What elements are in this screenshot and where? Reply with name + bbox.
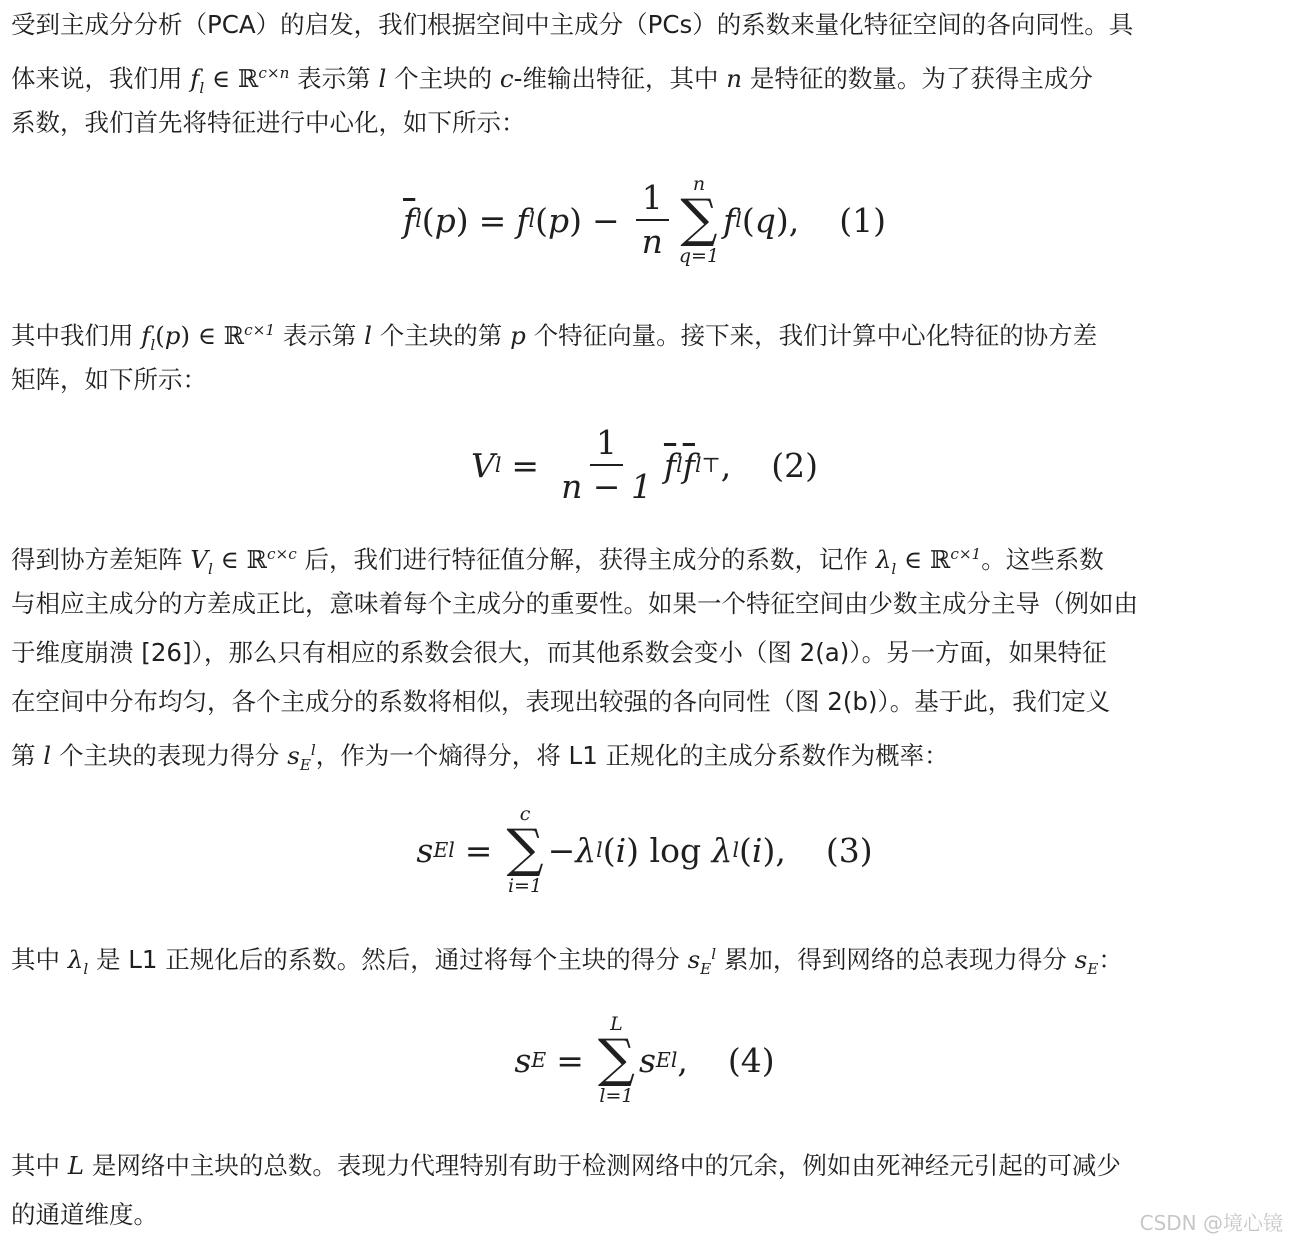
sum-lower-limit: q=1: [678, 244, 720, 267]
math-denominator: n: [641, 222, 663, 261]
text-span: 第: [11, 741, 44, 771]
text-span: 。这些系数: [981, 545, 1104, 575]
math-sub-l: l: [891, 560, 897, 579]
math-sup-l: l: [448, 838, 455, 862]
math-comma: ,: [720, 445, 732, 485]
math-f: f: [516, 200, 529, 240]
math-f: f: [723, 200, 736, 240]
text-span: 累加，得到网络的总表现力得分: [723, 945, 1075, 975]
math-l: l: [378, 64, 387, 94]
sum-upper-limit: c: [519, 802, 531, 825]
math-summation: [598, 1013, 635, 1108]
equation-2: [0, 415, 1289, 515]
text-span: 是网络中主块的总数。表现力代理特别有助于检测网络中的冗余，例如由死神经元引起的可减少: [91, 1151, 1121, 1180]
text-span: 体来说，我们用: [11, 64, 191, 94]
math-sub-E: E: [433, 838, 449, 862]
math-in: ∈: [212, 64, 231, 94]
text-span: 是特征的数量。为了获得主成分: [749, 64, 1093, 94]
text-line: 的通道维度。: [11, 1200, 158, 1229]
text-span: 得到协方差矩阵: [11, 545, 191, 575]
math-lambda: λ: [575, 830, 597, 870]
paragraph-1: [11, 0, 1289, 147]
math-s: s: [1074, 945, 1088, 975]
math-reals: ℝ: [246, 545, 267, 575]
text-line: 于维度崩溃 [26]），那么只有相应的系数会很大，而其他系数会变小（图 2(a)）。另一方面，如果特征: [11, 638, 1107, 667]
math-s: s: [638, 1040, 656, 1080]
math-sub-l: l: [415, 208, 422, 232]
math-n: n: [726, 64, 743, 94]
math-sub-l: l: [694, 453, 702, 477]
math-minus: −: [547, 830, 576, 870]
text-span: 是 L1 正规化后的系数。然后，通过将每个主块的得分: [95, 945, 688, 975]
math-numerator: 1: [590, 424, 623, 466]
math-lambda: λ: [711, 830, 733, 870]
math-fraction: [636, 179, 669, 261]
text-span: 个主块的表现力得分: [58, 741, 288, 771]
text-span: 个特征向量。接下来，我们计算中心化特征的协方差: [533, 321, 1098, 351]
math-paren: ): [180, 321, 191, 351]
math-s: s: [416, 830, 434, 870]
math-i: i: [615, 830, 627, 870]
math-sub-l: l: [528, 208, 536, 232]
equation-4: [0, 1010, 1289, 1110]
math-equals: =: [464, 830, 493, 870]
math-sub-l: l: [494, 453, 502, 477]
math-sub-l: l: [596, 838, 603, 862]
watermark: CSDN @境心镜: [1139, 1211, 1283, 1235]
equation-number: (2): [771, 445, 818, 485]
paragraph-2: [11, 306, 1289, 404]
text-span: 其中我们用: [11, 321, 142, 351]
text-line: 受到主成分分析（PCA）的启发，我们根据空间中主成分（PCs）的系数来量化特征空间的各向同性。具: [11, 10, 1134, 39]
math-l: l: [364, 321, 372, 351]
sum-symbol: ∑: [506, 819, 544, 880]
math-paren: (: [155, 321, 165, 351]
math-s: s: [514, 1040, 532, 1080]
math-sup-l: l: [310, 741, 316, 759]
math-sub-l: l: [732, 838, 740, 862]
math-sub-l: l: [676, 453, 683, 477]
text-line: 矩阵，如下所示：: [11, 365, 207, 394]
math-comma: ,: [775, 830, 786, 870]
math-sup: c×n: [258, 64, 290, 82]
equation-1: [0, 170, 1289, 270]
math-paren: (: [739, 830, 752, 870]
paragraph-4: [11, 930, 1289, 979]
math-paren: ): [775, 200, 789, 240]
text-span: 其中: [11, 945, 68, 975]
math-sub-l: l: [150, 336, 156, 355]
math-lambda: λ: [875, 545, 892, 575]
math-p: p: [547, 200, 570, 240]
math-sup: c×1: [244, 321, 276, 339]
math-sub-E: E: [299, 756, 311, 775]
text-span: 其中: [11, 1151, 68, 1180]
math-sub-l: l: [83, 960, 89, 979]
math-p: p: [164, 321, 181, 351]
text-span: ，作为一个熵得分，将 L1 正规化的主成分系数作为概率：: [315, 741, 949, 771]
math-reals: ℝ: [929, 545, 951, 575]
text-span: -维输出特征，其中: [513, 64, 727, 94]
math-paren: ): [762, 830, 776, 870]
sum-lower-limit: l=1: [599, 1084, 634, 1107]
paragraph-5: [11, 1141, 1289, 1239]
math-paren: (: [421, 200, 435, 240]
text-span: 后，我们进行特征值分解，获得主成分的系数，记作: [304, 545, 876, 575]
math-sup-l: l: [711, 945, 717, 963]
math-reals: ℝ: [237, 64, 259, 94]
text-span: 个主块的: [394, 64, 500, 94]
math-sub-E: E: [531, 1048, 547, 1072]
paragraph-3: [11, 530, 1289, 775]
math-paren: ): [569, 200, 582, 240]
equation-number: (4): [727, 1040, 775, 1080]
text-line: [11, 49, 1289, 98]
math-paren: (: [741, 200, 755, 240]
math-c: c: [499, 64, 514, 94]
math-s: s: [687, 945, 701, 975]
math-equals: =: [556, 1040, 584, 1080]
equation-number: (1): [839, 200, 886, 240]
sum-upper-limit: n: [692, 172, 706, 195]
math-sub-l: l: [199, 79, 205, 98]
math-p: p: [434, 200, 456, 240]
equation-3: [0, 800, 1289, 900]
sum-symbol: ∑: [680, 189, 718, 250]
math-equals: =: [478, 200, 507, 240]
text-span: 个主块的第: [379, 321, 511, 351]
math-lambda: λ: [67, 945, 84, 975]
math-sup: c×1: [950, 545, 982, 563]
text-span: 表示第: [282, 321, 365, 351]
math-l: l: [43, 741, 52, 771]
math-in: ∈: [220, 545, 239, 575]
text-line: [11, 726, 1289, 775]
math-paren: (: [602, 830, 616, 870]
sum-lower-limit: i=1: [507, 874, 543, 897]
text-line: [11, 1141, 1289, 1190]
math-paren: (: [535, 200, 548, 240]
math-minus: −: [591, 200, 620, 240]
sum-upper-limit: L: [610, 1012, 623, 1035]
math-paren: ): [455, 200, 469, 240]
math-f: f: [141, 321, 151, 351]
math-f: f: [190, 64, 200, 94]
math-fraction: [555, 424, 658, 506]
math-sub-E: E: [1087, 960, 1099, 979]
text-line: 与相应主成分的方差成正比，意味着每个主成分的重要性。如果一个特征空间由少数主成分主导（例如由: [11, 589, 1138, 618]
math-sub-E: E: [700, 960, 712, 979]
math-summation: [506, 803, 543, 898]
math-q: q: [754, 200, 776, 240]
text-line: [11, 530, 1289, 579]
text-line: [11, 930, 1289, 979]
math-f-bar: $\overline{f}$: [682, 445, 695, 485]
math-p: p: [510, 321, 526, 351]
equation-number: (3): [825, 830, 873, 870]
math-paren: ): [626, 830, 640, 870]
math-in: ∈: [904, 545, 923, 575]
math-equals: =: [511, 445, 540, 485]
text-span: ：: [1098, 945, 1123, 975]
math-denominator: n − 1: [561, 467, 652, 506]
math-sub-l: l: [735, 208, 742, 232]
text-line: 在空间中分布均匀，各个主成分的系数将相似，表现出较强的各向同性（图 2(b)）。基于此，我们定义: [11, 687, 1111, 716]
math-sup-l: l: [670, 1048, 678, 1072]
math-comma: ,: [788, 200, 800, 240]
math-transpose: ⊤: [701, 453, 721, 477]
math-numerator: 1: [636, 179, 669, 221]
text-line: [11, 306, 1289, 355]
sum-symbol: ∑: [597, 1029, 635, 1090]
math-L: L: [67, 1151, 85, 1180]
math-V: V: [190, 545, 208, 575]
text-line: 系数，我们首先将特征进行中心化，如下所示：: [11, 108, 526, 137]
math-V: V: [471, 445, 495, 485]
text-span: 表示第: [297, 64, 379, 94]
math-comma: ,: [677, 1040, 688, 1080]
math-sub-E: E: [655, 1048, 671, 1072]
math-reals: ℝ: [223, 321, 245, 351]
math-i: i: [751, 830, 763, 870]
math-s: s: [287, 741, 300, 771]
math-in: ∈: [197, 321, 216, 351]
math-f-bar: $\overline{f}$: [663, 445, 677, 485]
math-sub-l: l: [208, 560, 213, 579]
math-sup: c×c: [266, 545, 297, 563]
math-log: log: [649, 830, 702, 870]
math-f-bar: $\overline{f}$: [403, 200, 416, 240]
math-summation: [679, 173, 719, 268]
